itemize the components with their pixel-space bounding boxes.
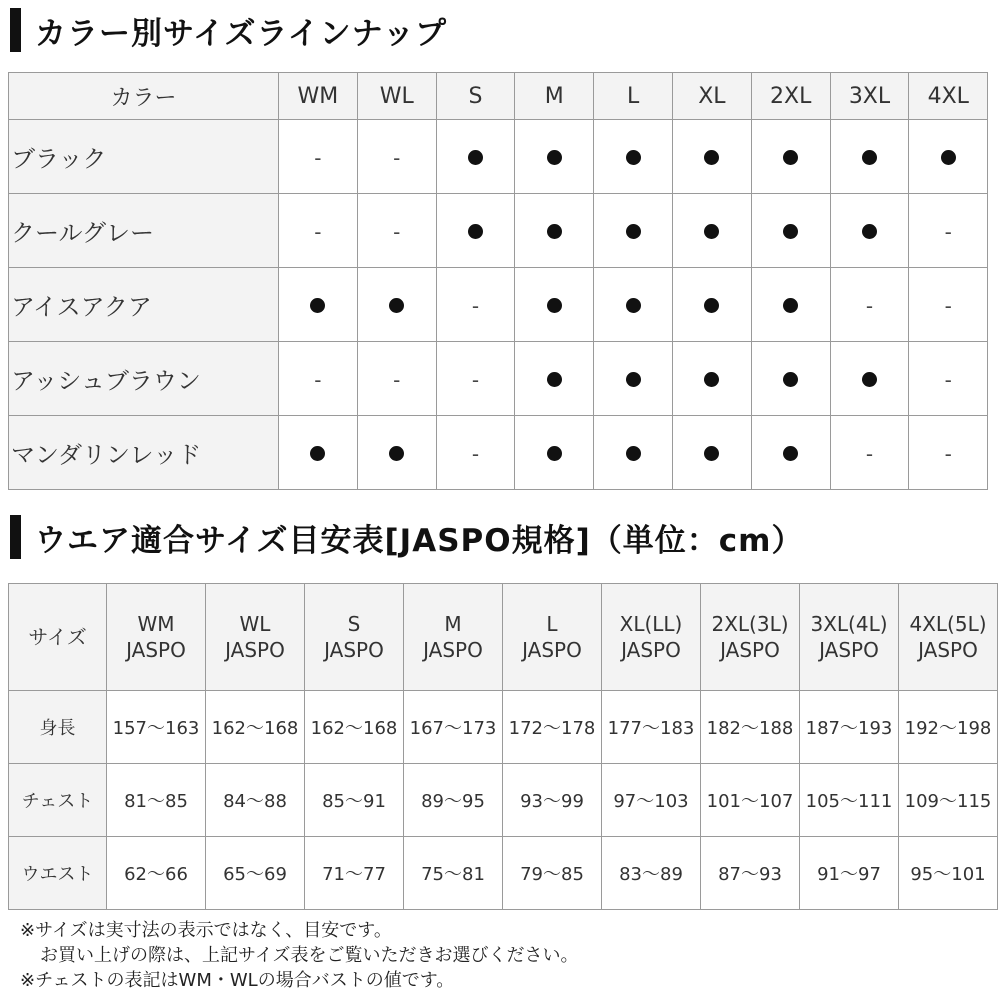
size-code: WM	[137, 612, 175, 636]
table-row	[9, 194, 988, 268]
available-dot-icon	[547, 372, 562, 387]
size-code: 3XL(4L)	[810, 612, 888, 636]
size-standard: JASPO	[225, 638, 285, 662]
title-bar	[10, 515, 21, 559]
measurement-label: ウエスト	[9, 837, 107, 910]
availability-cell	[751, 194, 830, 268]
availability-cell	[357, 342, 436, 416]
size-standard: JASPO	[423, 638, 483, 662]
table-row	[9, 691, 998, 764]
size-header-row	[9, 584, 998, 691]
measurement-value: 93～99	[503, 764, 602, 837]
measurement-value: 187～193	[800, 691, 899, 764]
unavailable-mark: -	[471, 293, 480, 318]
measurement-value: 162～168	[305, 691, 404, 764]
header-color: カラー	[9, 73, 279, 120]
measurement-value: 81～85	[107, 764, 206, 837]
header-size-8: 4XL	[909, 73, 988, 120]
availability-cell	[357, 416, 436, 490]
available-dot-icon	[783, 224, 798, 239]
measurement-value: 177～183	[602, 691, 701, 764]
color-name: アッシュブラウン	[9, 342, 279, 416]
availability-cell	[357, 194, 436, 268]
size-column-header	[503, 584, 602, 691]
availability-cell	[357, 120, 436, 194]
unavailable-mark: -	[865, 293, 874, 318]
size-code: M	[444, 612, 462, 636]
measurement-value: 71～77	[305, 837, 404, 910]
availability-cell	[672, 194, 751, 268]
color-size-lineup-table	[8, 72, 988, 490]
measurement-value: 95～101	[899, 837, 998, 910]
availability-cell	[594, 194, 673, 268]
measurement-value: 83～89	[602, 837, 701, 910]
availability-cell	[830, 342, 909, 416]
availability-cell	[279, 416, 358, 490]
measurement-value: 157～163	[107, 691, 206, 764]
unavailable-mark: -	[471, 367, 480, 392]
available-dot-icon	[704, 150, 719, 165]
size-code: 4XL(5L)	[909, 612, 987, 636]
availability-cell	[909, 268, 988, 342]
measurement-value: 101～107	[701, 764, 800, 837]
unavailable-mark: -	[393, 219, 401, 244]
title-bar	[10, 8, 21, 52]
availability-cell	[751, 120, 830, 194]
available-dot-icon	[547, 224, 562, 239]
available-dot-icon	[941, 150, 956, 165]
size-code: S	[347, 612, 361, 636]
measurement-value: 85～91	[305, 764, 404, 837]
availability-cell	[830, 268, 909, 342]
table-row	[9, 837, 998, 910]
available-dot-icon	[626, 372, 641, 387]
available-dot-icon	[310, 298, 325, 313]
color-name: ブラック	[9, 120, 279, 194]
size-column-header	[899, 584, 998, 691]
available-dot-icon	[626, 150, 641, 165]
availability-cell	[515, 194, 594, 268]
table-row	[9, 342, 988, 416]
available-dot-icon	[783, 150, 798, 165]
availability-cell	[909, 342, 988, 416]
availability-cell	[436, 194, 515, 268]
size-standard: JASPO	[522, 638, 582, 662]
unavailable-mark: -	[865, 441, 874, 466]
measurement-value: 87～93	[701, 837, 800, 910]
notes	[20, 918, 579, 993]
measurement-value: 79～85	[503, 837, 602, 910]
availability-cell	[594, 416, 673, 490]
header-size-0: WM	[279, 73, 358, 120]
available-dot-icon	[310, 446, 325, 461]
available-dot-icon	[547, 298, 562, 313]
available-dot-icon	[704, 298, 719, 313]
availability-cell	[436, 120, 515, 194]
size-column-header	[800, 584, 899, 691]
availability-cell	[436, 416, 515, 490]
header-size-7: 3XL	[830, 73, 909, 120]
availability-cell	[751, 342, 830, 416]
note-line: ※チェストの表記はWM・WLの場合バストの値です。	[20, 970, 455, 991]
size-guide-table	[8, 583, 998, 910]
size-code: WL	[239, 612, 271, 636]
available-dot-icon	[389, 446, 404, 461]
note-line: お買い上げの際は、上記サイズ表をご覧いただきお選びください。	[40, 945, 579, 966]
header-size: サイズ	[9, 584, 107, 691]
availability-cell	[672, 268, 751, 342]
color-name: クールグレー	[9, 194, 279, 268]
unavailable-mark: -	[393, 145, 401, 170]
availability-cell	[279, 342, 358, 416]
available-dot-icon	[862, 150, 877, 165]
size-column-header	[206, 584, 305, 691]
availability-cell	[515, 268, 594, 342]
measurement-value: 162～168	[206, 691, 305, 764]
measurement-value: 105～111	[800, 764, 899, 837]
header-size-3: M	[515, 73, 594, 120]
table-row	[9, 416, 988, 490]
available-dot-icon	[862, 224, 877, 239]
lineup-header-row	[9, 73, 988, 120]
header-size-6: 2XL	[751, 73, 830, 120]
section-title-text: ウエア適合サイズ目安表[JASPO規格]（単位：cm）	[35, 522, 804, 559]
unavailable-mark: -	[314, 367, 322, 392]
size-standard: JASPO	[720, 638, 780, 662]
availability-cell	[515, 120, 594, 194]
note-line: ※サイズは実寸法の表示ではなく、目安です。	[20, 920, 392, 941]
measurement-label: チェスト	[9, 764, 107, 837]
table-row	[9, 120, 988, 194]
measurement-value: 172～178	[503, 691, 602, 764]
availability-cell	[279, 120, 358, 194]
availability-cell	[830, 416, 909, 490]
size-code: 2XL(3L)	[711, 612, 789, 636]
measurement-value: 167～173	[404, 691, 503, 764]
availability-cell	[594, 268, 673, 342]
available-dot-icon	[389, 298, 404, 313]
availability-cell	[672, 342, 751, 416]
section-title-lineup	[10, 8, 447, 52]
table-row	[9, 764, 998, 837]
availability-cell	[357, 268, 436, 342]
availability-cell	[515, 342, 594, 416]
measurement-value: 182～188	[701, 691, 800, 764]
unavailable-mark: -	[314, 219, 322, 244]
section-title-size-guide	[10, 515, 803, 559]
size-standard: JASPO	[324, 638, 384, 662]
unavailable-mark: -	[471, 441, 480, 466]
available-dot-icon	[704, 224, 719, 239]
color-name: アイスアクア	[9, 268, 279, 342]
available-dot-icon	[547, 150, 562, 165]
availability-cell	[279, 194, 358, 268]
measurement-value: 91～97	[800, 837, 899, 910]
available-dot-icon	[783, 446, 798, 461]
availability-cell	[279, 268, 358, 342]
header-size-4: L	[594, 73, 673, 120]
unavailable-mark: -	[314, 145, 322, 170]
available-dot-icon	[704, 446, 719, 461]
unavailable-mark: -	[944, 219, 952, 244]
header-size-5: XL	[672, 73, 751, 120]
availability-cell	[909, 416, 988, 490]
size-column-header	[602, 584, 701, 691]
size-standard: JASPO	[819, 638, 879, 662]
table-row	[9, 268, 988, 342]
size-standard: JASPO	[126, 638, 186, 662]
measurement-value: 75～81	[404, 837, 503, 910]
availability-cell	[436, 342, 515, 416]
section-title-text: カラー別サイズラインナップ	[35, 15, 447, 52]
unavailable-mark: -	[944, 441, 952, 466]
measurement-value: 97～103	[602, 764, 701, 837]
measurement-value: 192～198	[899, 691, 998, 764]
available-dot-icon	[783, 298, 798, 313]
available-dot-icon	[547, 446, 562, 461]
available-dot-icon	[862, 372, 877, 387]
availability-cell	[751, 268, 830, 342]
header-size-2: S	[436, 73, 515, 120]
available-dot-icon	[783, 372, 798, 387]
size-column-header	[305, 584, 404, 691]
unavailable-mark: -	[944, 293, 952, 318]
availability-cell	[594, 120, 673, 194]
availability-cell	[672, 120, 751, 194]
measurement-value: 84～88	[206, 764, 305, 837]
size-column-header	[701, 584, 800, 691]
availability-cell	[830, 120, 909, 194]
availability-cell	[909, 120, 988, 194]
availability-cell	[751, 416, 830, 490]
size-column-header	[107, 584, 206, 691]
availability-cell	[830, 194, 909, 268]
availability-cell	[909, 194, 988, 268]
available-dot-icon	[626, 224, 641, 239]
measurement-value: 109～115	[899, 764, 998, 837]
availability-cell	[515, 416, 594, 490]
size-standard: JASPO	[918, 638, 978, 662]
size-code: L	[546, 612, 558, 636]
availability-cell	[594, 342, 673, 416]
color-name: マンダリンレッド	[9, 416, 279, 490]
measurement-value: 65～69	[206, 837, 305, 910]
unavailable-mark: -	[944, 367, 952, 392]
measurement-value: 62～66	[107, 837, 206, 910]
size-column-header	[404, 584, 503, 691]
measurement-label: 身長	[9, 691, 107, 764]
size-code: XL(LL)	[619, 612, 683, 636]
size-standard: JASPO	[621, 638, 681, 662]
unavailable-mark: -	[393, 367, 401, 392]
available-dot-icon	[468, 224, 483, 239]
availability-cell	[672, 416, 751, 490]
available-dot-icon	[626, 446, 641, 461]
available-dot-icon	[468, 150, 483, 165]
available-dot-icon	[626, 298, 641, 313]
header-size-1: WL	[357, 73, 436, 120]
availability-cell	[436, 268, 515, 342]
measurement-value: 89～95	[404, 764, 503, 837]
available-dot-icon	[704, 372, 719, 387]
